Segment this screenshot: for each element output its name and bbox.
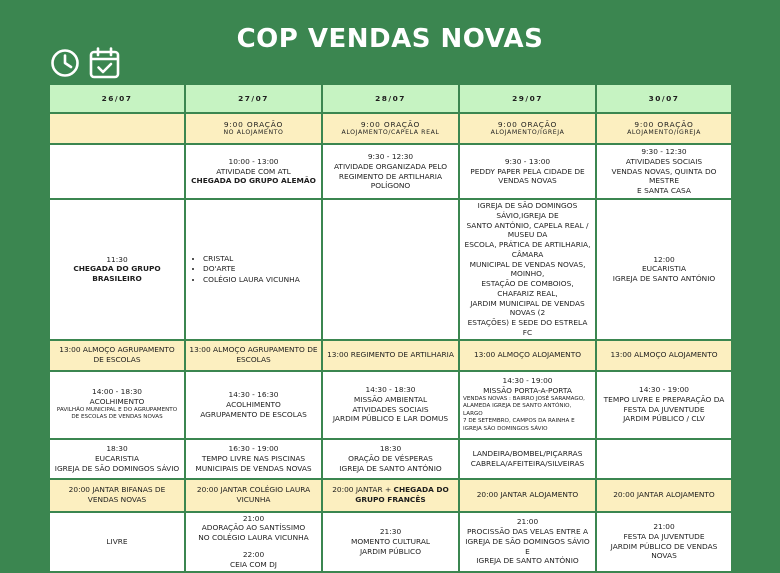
cell-activity [185, 199, 322, 340]
activity-time: 21:00 [516, 517, 539, 527]
activity-text: CABRELA/AFEITEIRA/SILVEIRAS [470, 458, 585, 468]
activity-time: 14:00 - 18:30 [92, 387, 142, 397]
activity-text: IGREJA DE SÃO DOMINGOS SÁVIO E [465, 536, 590, 556]
activity-text: VENDAS NOVAS [498, 176, 557, 186]
cell-activity [185, 144, 322, 199]
activity-text: SANTO ANTÓNIO, CAPELA REAL / MUSEU DA [466, 220, 589, 240]
cell-activity [185, 371, 322, 439]
activity-text: FESTA DA JUVENTUDE [623, 404, 705, 414]
cell-lunch: 13:00 ALMOÇO ALOJAMENTO [596, 340, 732, 371]
cell-activity [322, 144, 459, 199]
activity-time: 14:30 - 19:00 [502, 376, 553, 386]
activity-title: MISSÃO PORTA-A-PORTA [483, 385, 572, 395]
activity-title: TEMPO LIVRE NAS PISCINAS [201, 453, 306, 463]
cell-activity [49, 371, 185, 439]
cell-activity [185, 439, 322, 479]
prayer-row [49, 113, 732, 144]
list-item: • CRISTAL [203, 254, 318, 264]
activity-title: ADORAÇÃO AO SANTÍSSIMO [201, 523, 306, 533]
activity-text: IGREJA SÃO DOMINGOS SÁVIO [463, 425, 548, 432]
activity-time: 10:00 - 13:00 [228, 156, 279, 166]
activity-text: REGIMENTO DE ARTILHARIA [338, 171, 443, 181]
cell-dinner: 20:00 JANTAR ALOJAMENTO [459, 479, 596, 512]
activity-place: POLÍGONO [370, 181, 411, 191]
cell-activity [459, 199, 596, 340]
activity-title: ATIVIDADES SOCIAIS [625, 156, 703, 166]
dinner-arrival: CHEGADA DO GRUPO FRANCÊS [355, 485, 449, 505]
day-header: 27/07 [185, 84, 322, 113]
activity-title: PEDDY PAPER PELA CIDADE DE [470, 166, 585, 176]
cell-prayer [596, 113, 732, 144]
evening-row [49, 439, 732, 479]
prayer-place: ALOJAMENTO/CAPELA REAL [341, 129, 440, 137]
prayer-place: NO ALOJAMENTO [223, 129, 284, 137]
cell-empty [49, 113, 185, 144]
activity-place: JARDIM PÚBLICO DE VENDAS NOVAS [610, 541, 718, 561]
activity-place: PAVILHÃO MUNICIPAL E DO AGRUPAMENTO [56, 406, 178, 413]
prayer-time: 9:00 ORAÇÃO [497, 119, 558, 129]
cell-empty [49, 144, 185, 199]
cell-activity [596, 371, 732, 439]
cell-lunch: 13:00 REGIMENTO DE ARTILHARIA [322, 340, 459, 371]
cell-dinner: 20:00 JANTAR BIFANAS DE VENDAS NOVAS [49, 479, 185, 512]
activity-text: ATIVIDADES SOCIAIS [352, 404, 429, 414]
activity-time: 21:30 [379, 526, 402, 536]
cell-activity: LIVRE [49, 512, 185, 572]
prayer-time: 9:00 ORAÇÃO [360, 119, 421, 129]
cell-activity [322, 512, 459, 572]
activity-text: VENDAS NOVAS, QUINTA DO MESTRE [611, 166, 717, 186]
activity-text: ESTAÇÕES) E SEDE DO ESTRELA FC [467, 318, 588, 337]
activity-time: 18:30 [379, 444, 402, 454]
list-item: • DO'ARTE [203, 264, 318, 274]
activity-place: MUNICIPAIS DE VENDAS NOVAS [195, 463, 312, 473]
afternoon-row [49, 371, 732, 439]
activity-time: 14:30 - 18:30 [365, 385, 416, 395]
activity-text: ESTAÇÃO DE COMBOIOS, CHAFARIZ REAL, [481, 279, 574, 298]
clock-icon [50, 48, 80, 78]
cell-activity [459, 144, 596, 199]
activity-text: ALAMEDA IGREJA DE SANTO ANTÓNIO, LARGO [463, 403, 572, 417]
activity-place: JARDIM PÚBLICO [359, 546, 422, 556]
activity-title: MOMENTO CULTURAL [350, 536, 431, 546]
cell-lunch: 13:00 ALMOÇO AGRUPAMENTO DE ESCOLAS [49, 340, 185, 371]
schedule-table [48, 83, 733, 573]
activity-title: PROCISSÃO DAS VELAS ENTRE A [466, 526, 589, 536]
activity-title: ACOLHIMENTO [226, 399, 281, 409]
calendar-check-icon [89, 47, 120, 79]
activity-time: 9:30 - 13:00 [504, 156, 551, 166]
activity-place: IGREJA DE SÃO DOMINGOS SÁVIO [54, 463, 180, 473]
activity-text: 7 DE SETEMBRO, CAMPOS DA RAINHA E [463, 418, 575, 425]
cell-dinner: 20:00 JANTAR ALOJAMENTO [596, 479, 732, 512]
activity-arrival: CHEGADA DO GRUPO BRASILEIRO [73, 264, 161, 284]
activity-place: JARDIM PÚBLICO / CLV [623, 414, 705, 424]
cell-prayer [322, 113, 459, 144]
activity-place: IGREJA DE SANTO ANTÓNIO [339, 463, 442, 473]
activity-place: IGREJA DE SANTO ANTÓNIO [612, 274, 716, 284]
activity-time: 21:00 [242, 513, 265, 523]
activity-title: EUCARISTIA [94, 453, 140, 463]
page-title: COP VENDAS NOVAS [236, 24, 544, 54]
day-header: 29/07 [459, 84, 596, 113]
cell-activity [459, 439, 596, 479]
activity-time: 9:30 - 12:30 [367, 151, 414, 161]
activity-text: MUNICIPAL DE VENDAS NOVAS, MOINHO, [469, 259, 586, 279]
activity-place: IGREJA DE SANTO ANTÓNIO [476, 556, 579, 566]
activity-title: FESTA DA JUVENTUDE [623, 531, 705, 541]
cell-activity [596, 144, 732, 199]
day-header: 28/07 [322, 84, 459, 113]
activity-time: 21:00 [653, 522, 675, 532]
cell-activity [596, 199, 732, 340]
cell-activity [596, 512, 732, 572]
activity-time: 22:00 [242, 550, 265, 560]
activity-time: 16:30 - 19:00 [228, 444, 279, 454]
day-header: 26/07 [49, 84, 185, 113]
activity-time: 14:30 - 16:30 [228, 390, 279, 400]
activity-time: 12:00 [653, 254, 675, 264]
activity-title: MISSÃO AMBIENTAL [353, 394, 428, 404]
activity-time: 11:30 [106, 254, 128, 264]
activity-text: IGREJA DE SÃO DOMINGOS SÁVIO,IGREJA DE [477, 201, 578, 220]
cell-activity [459, 371, 596, 439]
cell-activity [185, 512, 322, 572]
activity-place: E SANTA CASA [637, 186, 691, 196]
list-item: • COLÉGIO LAURA VICUNHA [203, 275, 318, 285]
activity-title: TEMPO LIVRE E PREPARAÇÃO DA [603, 394, 725, 404]
cell-prayer [185, 113, 322, 144]
cell-dinner: 20:00 JANTAR COLÉGIO LAURA VICUNHA [185, 479, 322, 512]
cell-empty [596, 439, 732, 479]
activity-title: ATIVIDADE COM ATL [216, 166, 291, 176]
activity-list [189, 254, 318, 285]
prayer-time: 9:00 ORAÇÃO [634, 119, 694, 129]
activity-place: JARDIM PÚBLICO E LAR DOMUS [332, 414, 449, 424]
late-morning-row [49, 199, 732, 340]
lunch-row [49, 340, 732, 371]
cell-prayer [459, 113, 596, 144]
activity-text: VENDAS NOVAS : BAIRRO JOSÉ SARAMAGO, [463, 395, 585, 402]
activity-title: ATIVIDADE ORGANIZADA PELO [333, 161, 448, 171]
activity-place: AGRUPAMENTO DE ESCOLAS [200, 409, 307, 419]
activity-arrival: CHEGADA DO GRUPO ALEMÃO [191, 176, 316, 186]
day-header: 30/07 [596, 84, 732, 113]
cell-empty [322, 199, 459, 340]
cell-lunch: 13:00 ALMOÇO ALOJAMENTO [459, 340, 596, 371]
activity-time: 14:30 - 19:00 [639, 385, 689, 395]
activity-title: ORAÇÃO DE VÉSPERAS [348, 453, 433, 463]
cell-activity [459, 512, 596, 572]
dinner-row [49, 479, 732, 512]
activity-time: 18:30 [106, 444, 128, 454]
cell-activity [49, 439, 185, 479]
cell-activity [322, 439, 459, 479]
activity-text: JARDIM MUNICIPAL DE VENDAS NOVAS (2 [470, 298, 585, 318]
cell-activity [322, 371, 459, 439]
activity-text: LANDEIRA/BOMBEL/PIÇARRAS [472, 448, 583, 458]
night-row [49, 512, 732, 572]
morning-row [49, 144, 732, 199]
cell-activity [49, 199, 185, 340]
activity-text: ESCOLA, PRÁTICA DE ARTILHARIA, CÂMARA [464, 240, 591, 259]
dinner-text: 20:00 JANTAR + [332, 485, 392, 495]
cell-lunch: 13:00 ALMOÇO AGRUPAMENTO DE ESCOLAS [185, 340, 322, 371]
prayer-place: ALOJAMENTO/IGREJA [627, 129, 701, 137]
prayer-time: 9:00 ORAÇÃO [223, 119, 284, 129]
activity-title: CEIA COM DJ [230, 559, 277, 569]
prayer-place: ALOJAMENTO/IGREJA [490, 129, 565, 137]
activity-place: NO COLÉGIO LAURA VICUNHA [198, 533, 309, 543]
activity-title: EUCARISTIA [641, 264, 687, 274]
activity-time: 9:30 - 12:30 [641, 147, 687, 157]
activity-place: DE ESCOLAS DE VENDAS NOVAS [71, 414, 163, 421]
header-row [49, 84, 732, 113]
activity-title: ACOLHIMENTO [89, 397, 145, 407]
cell-dinner [322, 479, 459, 512]
